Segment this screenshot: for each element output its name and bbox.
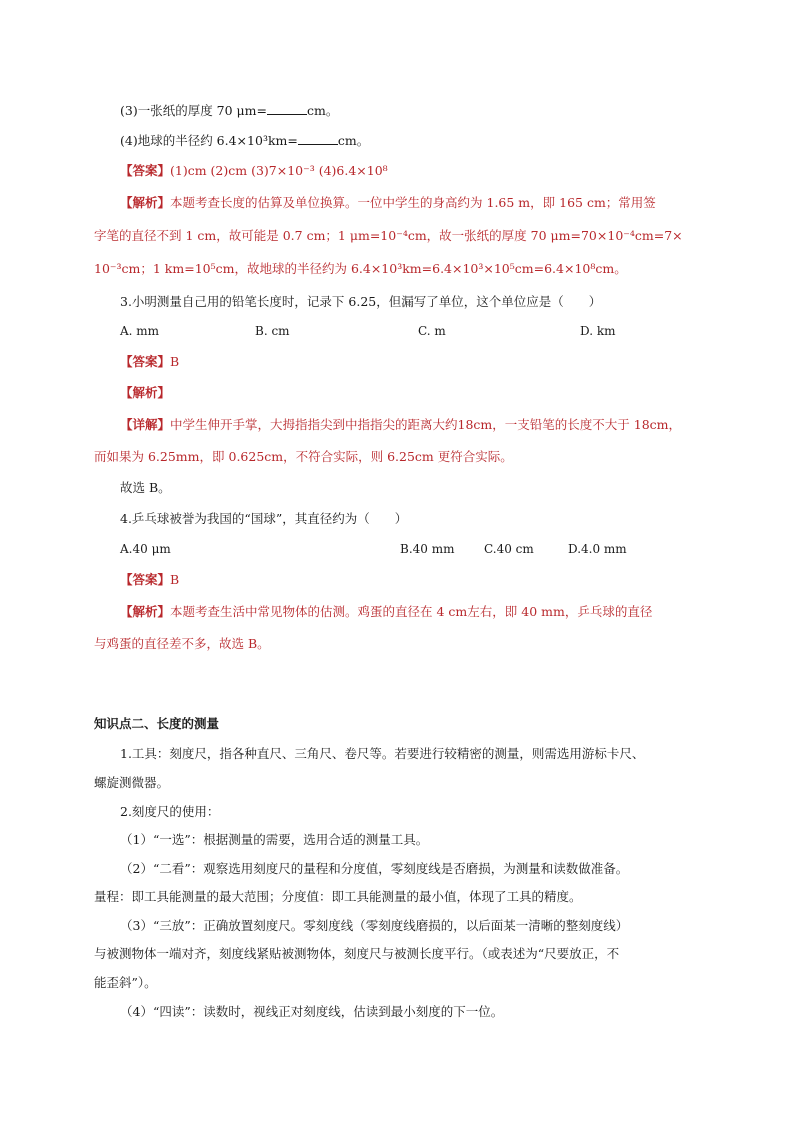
q3-analysis [120,385,170,401]
q3-stem: 3.小明测量自己用的铅笔长度时，记录下 6.25，但漏写了单位，这个单位应是（ ） [120,294,602,309]
q3-answer [120,354,179,370]
q2-item-3-unit: cm。 [307,103,339,118]
q4-answer-text: B [170,572,180,587]
q4-analysis-line-1: 本题考查生活中常见物体的估测。鸡蛋的直径在 4 cm左右，即 40 mm，乒乓球的直径 [170,604,653,619]
q4-option-c: C.40 cm [484,542,534,556]
q3-answer-text: B [170,354,180,369]
q2-analysis-line-1: 本题考查长度的估算及单位换算。一位中学生的身高约为 1.65 m，即 165 cm；常用签 [170,195,656,210]
q3-option-d: D. km [580,324,616,338]
answer-tag: 【答案】 [120,354,171,369]
q4-option-b: B.40 mm [400,542,455,556]
q2-item-3 [120,103,338,119]
q3-detail-line-2: 而如果为 6.25mm，即 0.625cm，不符合实际，则 6.25cm 更符合实际。 [94,449,513,464]
q4-analysis [120,604,652,620]
q2-item-4 [120,133,369,149]
q3-option-b: B. cm [255,324,290,338]
q3-detail [120,417,681,433]
section2-step-1: （1）“一选”：根据测量的需要，选用合适的测量工具。 [120,832,429,847]
q2-item-4-text: (4)地球的半径约 6.4×10³km= [120,133,298,148]
analysis-tag: 【解析】 [120,195,171,210]
q2-item-3-text: (3)一张纸的厚度 70 μm= [120,103,268,118]
answer-tag: 【答案】 [120,572,171,587]
section-heading: 知识点二、长度的测量 [94,716,220,731]
section2-step-3-line-1: （3）“三放”：正确放置刻度尺。零刻度线（零刻度线磨损的，以后面某一清晰的整刻度线） [120,918,629,933]
q2-item-3-blank [267,103,307,115]
q2-item-4-blank [298,133,338,145]
analysis-tag: 【解析】 [120,604,171,619]
q2-item-4-unit: cm。 [337,133,370,148]
q4-option-d: D.4.0 mm [568,542,627,556]
q3-option-a: A. mm [120,324,160,338]
q2-analysis-line-3: 10⁻³cm；1 km=10⁵cm，故地球的半径约为 6.4×10³km=6.4×10³×10⁵cm=6.4×10⁸cm。 [94,261,627,276]
q2-analysis [120,195,656,211]
section2-step-3-line-3: 能歪斜”）。 [94,975,157,990]
section2-step-4: （4）“四读”：读数时，视线正对刻度线，估读到最小刻度的下一位。 [120,1004,504,1019]
q4-stem: 4.乒乓球被誉为我国的“国球”，其直径约为（ ） [120,511,408,526]
q4-analysis-line-2: 与鸡蛋的直径差不多，故选 B。 [94,636,270,651]
answer-tag: 【答案】 [120,163,171,178]
analysis-tag: 【解析】 [120,385,171,400]
q4-answer [120,572,179,588]
section2-tools-line-2: 螺旋测微器。 [94,775,170,790]
q2-analysis-line-2: 字笔的直径不到 1 cm，故可能是 0.7 cm；1 μm=10⁻⁴cm，故一张纸的厚度 70 μm=70×10⁻⁴cm=7× [94,228,683,243]
section2-step-3-line-2: 与被测物体一端对齐，刻度线紧贴被测物体，刻度尺与被测长度平行。（或表述为“尺要放正，不 [94,946,620,961]
section2-step-2-line-2: 量程：即工具能测量的最大范围；分度值：即工具能测量的最小值，体现了工具的精度。 [94,889,582,904]
q2-answer-text: (1)cm (2)cm (3)7×10⁻³ (4)6.4×10⁸ [170,163,388,178]
q3-conclusion: 故选 B。 [120,480,171,495]
section2-tools-line-1: 1.工具：刻度尺，指各种直尺、三角尺、卷尺等。若要进行较精密的测量，则需选用游标卡尺、 [120,746,645,761]
section2-usage-heading: 2.刻度尺的使用： [120,804,220,819]
section2-step-2-line-1: （2）“二看”：观察选用刻度尺的量程和分度值，零刻度线是否磨损，为测量和读数做准备。 [120,861,629,876]
detail-tag: 【详解】 [120,417,171,432]
q3-option-c: C. m [418,324,446,338]
q2-answer [120,163,388,179]
q4-option-a: A.40 μm [120,542,171,556]
q3-detail-line-1: 中学生伸开手掌，大拇指指尖到中指指尖的距离大约18cm，一支铅笔的长度不大于 18cm， [170,417,682,432]
